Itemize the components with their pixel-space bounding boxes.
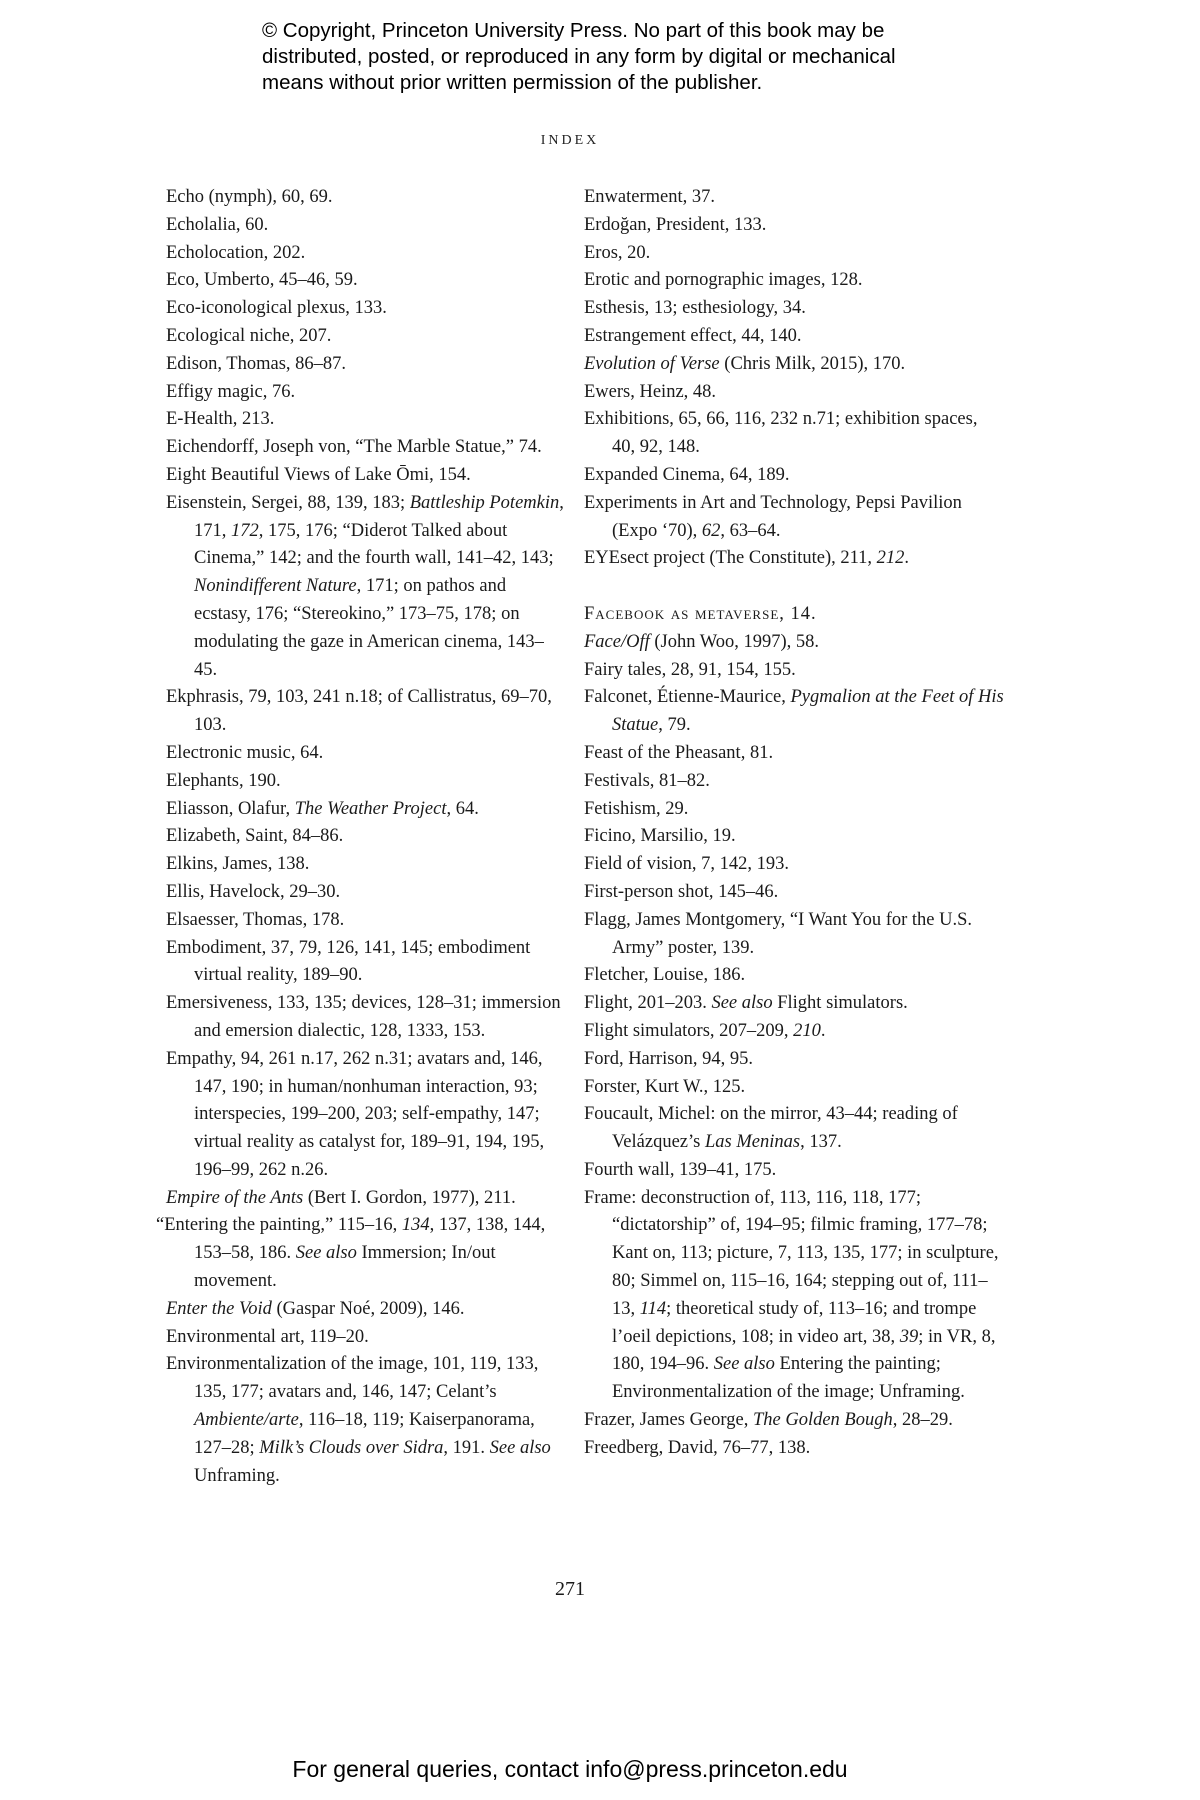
index-entry-text: Environmental art, 119–20. bbox=[166, 1326, 369, 1347]
index-entry-text: Flagg, James Montgomery, “I Want You for the U.S. Army” poster, 139. bbox=[584, 909, 973, 958]
index-entry-text: Eichendorff, Joseph von, “The Marble Statue,” 74. bbox=[166, 437, 542, 458]
index-entry bbox=[584, 768, 1004, 796]
index-entry bbox=[156, 1212, 566, 1295]
index-entry bbox=[166, 351, 566, 379]
index-entry-text: Echo (nymph), 60, 69. bbox=[166, 187, 333, 207]
index-entry-text: Erotic and pornographic images, 128. bbox=[584, 270, 863, 291]
index-entry-italic-text: Face/Off bbox=[584, 631, 650, 652]
index-entry bbox=[166, 990, 566, 1046]
index-entry bbox=[166, 240, 566, 268]
index-entry-text: Frazer, James George, bbox=[584, 1410, 753, 1431]
index-entry bbox=[166, 406, 566, 434]
index-entry bbox=[584, 379, 1004, 407]
index-entry bbox=[584, 657, 1004, 685]
index-entry-text: EYEsect project (The Constitute), 211, bbox=[584, 548, 877, 569]
index-entry-text: Frame: deconstruction of, 113, 116, 118, 177; “dictatorship” of, 194–95; filmic framing, 177–78; Kant on, 113; picture, 7, 113, 135, 177; in sculpture, 80; Simmel on, 115–16, 164; stepping out of, 111–13, bbox=[584, 1187, 999, 1319]
index-column-right bbox=[584, 184, 1004, 1463]
index-entry-text: Effigy magic, 76. bbox=[166, 381, 296, 402]
index-entry-text: Entering the painting; Environmentalization of the image; Unframing. bbox=[612, 1354, 965, 1403]
index-entry bbox=[584, 1407, 1004, 1435]
index-entry bbox=[584, 295, 1004, 323]
index-entry bbox=[166, 434, 566, 462]
index-entry-text: Edison, Thomas, 86–87. bbox=[166, 353, 347, 374]
index-entry-italic-text: Las Meninas bbox=[704, 1132, 801, 1153]
index-entry bbox=[584, 823, 1004, 851]
index-entry bbox=[584, 1101, 1004, 1157]
index-entry bbox=[166, 935, 566, 991]
index-entry-text: Fetishism, 29. bbox=[584, 798, 689, 819]
index-entry-text: Environmentalization of the image, 101, 119, 133, 135, 177; avatars and, 146, 147; Celant’s bbox=[166, 1354, 539, 1403]
index-entry bbox=[166, 1324, 566, 1352]
copyright-line: © Copyright, Princeton University Press. No part of this book may be bbox=[262, 19, 885, 42]
index-entry-text: (Bert I. Gordon, 1977), 211. bbox=[303, 1187, 516, 1208]
index-entry-text: , 28–29. bbox=[892, 1410, 953, 1431]
copyright-line: means without prior written permission of the publisher. bbox=[262, 71, 763, 94]
index-entry-text: Festivals, 81–82. bbox=[584, 770, 710, 791]
index-entry-text: (Chris Milk, 2015), 170. bbox=[719, 353, 906, 374]
index-entry-text: , 191. bbox=[443, 1437, 490, 1458]
index-entry bbox=[584, 240, 1004, 268]
index-entry-italic-text: 134 bbox=[401, 1215, 430, 1236]
index-entry-text: Expanded Cinema, 64, 189. bbox=[584, 464, 790, 485]
index-entry-text: Forster, Kurt W., 125. bbox=[584, 1076, 746, 1097]
index-entry-text: Eco, Umberto, 45–46, 59. bbox=[166, 270, 358, 291]
index-entry-italic-text: 172 bbox=[231, 520, 259, 541]
index-entry-text: Emersiveness, 133, 135; devices, 128–31; immersion and emersion dialectic, 128, 1333, 153. bbox=[166, 993, 561, 1041]
index-entry bbox=[584, 990, 1004, 1018]
index-entry bbox=[584, 212, 1004, 240]
index-entry-text: Eisenstein, Sergei, 88, 139, 183; bbox=[166, 492, 410, 513]
index-entry bbox=[584, 1185, 1004, 1407]
index-entry bbox=[166, 1046, 566, 1185]
index-entry-text: Esthesis, 13; esthesiology, 34. bbox=[584, 298, 806, 319]
index-entry bbox=[584, 490, 1004, 546]
index-entry bbox=[584, 1046, 1004, 1074]
footer-contact: For general queries, contact info@press.princeton.edu bbox=[292, 1756, 848, 1782]
index-entry-text: Ford, Harrison, 94, 95. bbox=[584, 1048, 754, 1069]
index-entry bbox=[584, 962, 1004, 990]
index-entry-italic-text: The Golden Bough bbox=[752, 1410, 893, 1431]
index-entry bbox=[166, 796, 566, 824]
index-entry-italic-text: See also bbox=[489, 1437, 551, 1458]
index-entry-text: Foucault, Michel: on the mirror, 43–44; reading of Velázquez’s bbox=[584, 1104, 958, 1153]
index-entry-text: , 171, bbox=[194, 492, 564, 541]
index-entry-text: ; theoretical study of, 113–16; and trompe l’oeil depictions, 108; in video art, 38, bbox=[612, 1298, 977, 1347]
index-entry bbox=[584, 1157, 1004, 1185]
index-entry bbox=[584, 1074, 1004, 1102]
index-entry-italic-text: Battleship Potemkin bbox=[409, 492, 560, 513]
index-entry bbox=[166, 323, 566, 351]
index-entry-text: Enwaterment, 37. bbox=[584, 187, 715, 207]
index-entry-text: Freedberg, David, 76–77, 138. bbox=[584, 1437, 811, 1458]
index-entry-text: Electronic music, 64. bbox=[166, 742, 324, 763]
index-entry-text: Ekphrasis, 79, 103, 241 n.18; of Callistratus, 69–70, 103. bbox=[166, 687, 552, 736]
running-head: INDEX bbox=[540, 133, 600, 148]
index-entry-text: Ewers, Heinz, 48. bbox=[584, 381, 717, 402]
index-entry-text: Ecological niche, 207. bbox=[166, 325, 332, 346]
index-entry-text: Elephants, 190. bbox=[166, 770, 281, 791]
page-number: 271 bbox=[555, 1578, 585, 1600]
index-entry-text: , 79. bbox=[658, 715, 691, 736]
index-entry bbox=[166, 379, 566, 407]
index-entry bbox=[166, 490, 566, 685]
index-entry-text: , 171; on pathos and ecstasy, 176; “Stereokino,” 173–75, 178; on modulating the gaze in American cinema, 143–45. bbox=[194, 576, 544, 680]
index-entry-text: , 116–18, 119; Kaiserpanorama, 127–28; bbox=[194, 1410, 535, 1458]
index-entry-italic-text: Evolution of Verse bbox=[584, 353, 720, 374]
index-entry bbox=[166, 295, 566, 323]
index-entry-text: Elsaesser, Thomas, 178. bbox=[166, 909, 345, 930]
index-entry-text: Feast of the Pheasant, 81. bbox=[584, 742, 774, 763]
index-entry-italic-text: 210 bbox=[793, 1020, 821, 1041]
index-entry bbox=[166, 823, 566, 851]
index-entry-text: Embodiment, 37, 79, 126, 141, 145; embodiment virtual reality, 189–90. bbox=[166, 937, 531, 986]
index-entry bbox=[166, 267, 566, 295]
index-entry-text: (John Woo, 1997), 58. bbox=[649, 631, 820, 652]
index-entry-italic-text: Ambiente/arte bbox=[194, 1410, 299, 1431]
index-entry bbox=[584, 1435, 1004, 1463]
index-entry-text: . bbox=[904, 548, 910, 569]
index-entry-italic-text: Nonindifferent Nature bbox=[194, 576, 357, 597]
index-entry-italic-text: See also bbox=[295, 1243, 357, 1264]
copyright-notice bbox=[262, 18, 962, 96]
index-entry-italic-text: Milk’s Clouds over Sidra bbox=[259, 1437, 444, 1458]
index-entry-text: Unframing. bbox=[194, 1465, 280, 1486]
index-entry bbox=[584, 796, 1004, 824]
index-entry-italic-text: Pygmalion at the Feet of His Statue bbox=[612, 687, 1004, 736]
index-entry-text: Eight Beautiful Views of Lake Ōmi, 154. bbox=[166, 464, 471, 485]
index-entry-text: Elizabeth, Saint, 84–86. bbox=[166, 826, 344, 847]
index-entry bbox=[166, 184, 566, 212]
index-entry-text: First-person shot, 145–46. bbox=[584, 881, 779, 902]
index-entry bbox=[584, 462, 1004, 490]
index-entry-text: , 175, 176; “Diderot Talked about Cinema,” 142; and the fourth wall, 141–42, 143; bbox=[194, 520, 554, 569]
index-entry bbox=[584, 1018, 1004, 1046]
index-entry bbox=[584, 879, 1004, 907]
index-entry bbox=[166, 907, 566, 935]
index-entry bbox=[166, 879, 566, 907]
index-entry-italic-text: Empire of the Ants bbox=[166, 1187, 304, 1208]
index-entry bbox=[584, 601, 1004, 629]
index-entry bbox=[584, 184, 1004, 212]
index-entry-text: (Gaspar Noé, 2009), 146. bbox=[271, 1298, 465, 1319]
index-entry-text: Flight simulators. bbox=[772, 993, 908, 1014]
index-entry-italic-text: 39 bbox=[899, 1326, 919, 1347]
index-entry bbox=[584, 629, 1004, 657]
index-entry-text: Exhibitions, 65, 66, 116, 232 n.71; exhibition spaces, 40, 92, 148. bbox=[584, 409, 978, 458]
index-entry bbox=[584, 406, 1004, 462]
index-entry-text: Eros, 20. bbox=[584, 242, 651, 263]
index-entry-italic-text: 62 bbox=[701, 520, 721, 541]
index-entry-text: Fletcher, Louise, 186. bbox=[584, 965, 746, 986]
index-entry-text: Experiments in Art and Technology, Pepsi Pavilion (Expo ‘70), bbox=[584, 492, 962, 541]
index-entry-text: Eliasson, Olafur, bbox=[166, 798, 295, 819]
index-entry-text: Erdoğan, President, 133. bbox=[584, 214, 767, 235]
index-entry-text: Echolalia, 60. bbox=[166, 214, 269, 235]
index-entry bbox=[584, 740, 1004, 768]
index-entry bbox=[166, 212, 566, 240]
index-entry-text: Elkins, James, 138. bbox=[166, 854, 310, 875]
index-entry-text: Fairy tales, 28, 91, 154, 155. bbox=[584, 659, 796, 680]
index-entry bbox=[584, 545, 1004, 573]
index-entry bbox=[166, 684, 566, 740]
index-entry-text: Flight simulators, 207–209, bbox=[584, 1020, 794, 1041]
index-entry-text: Empathy, 94, 261 n.17, 262 n.31; avatars and, 146, 147, 190; in human/nonhuman interaction, 93; interspecies, 199–200, 203; self-empathy, 147; virtual reality as catalyst for, 189–91, 194, 195, 196–99, 262 n.26. bbox=[166, 1048, 545, 1180]
index-entry-text: E-Health, 213. bbox=[166, 409, 275, 430]
index-entry bbox=[584, 907, 1004, 963]
index-entry-text: Field of vision, 7, 142, 193. bbox=[584, 854, 790, 875]
index-entry bbox=[584, 267, 1004, 295]
index-entry-text: , 137. bbox=[800, 1132, 842, 1153]
index-entry bbox=[166, 1185, 566, 1213]
copyright-line: distributed, posted, or reproduced in any form by digital or mechanical bbox=[262, 45, 896, 68]
index-entry bbox=[166, 768, 566, 796]
index-entry bbox=[166, 851, 566, 879]
index-entry-text: Flight, 201–203. bbox=[584, 993, 712, 1014]
index-entry-text: , 64. bbox=[446, 798, 479, 819]
index-entry-text: Facebook as metaverse, 14. bbox=[584, 603, 817, 624]
index-entry-text: . bbox=[820, 1020, 826, 1041]
index-entry bbox=[166, 1351, 566, 1490]
index-column-left bbox=[156, 184, 566, 1490]
index-entry bbox=[584, 851, 1004, 879]
index-entry bbox=[584, 323, 1004, 351]
index-entry-text: Estrangement effect, 44, 140. bbox=[584, 325, 802, 346]
index-entry-text: ; in VR, 8, 180, 194–96. bbox=[612, 1326, 996, 1375]
index-entry-text: Falconet, Étienne-Maurice, bbox=[584, 687, 791, 708]
index-entry-text: Ellis, Havelock, 29–30. bbox=[166, 881, 341, 902]
index-entry bbox=[166, 740, 566, 768]
index-entry-text: “Entering the painting,” 115–16, bbox=[156, 1215, 402, 1236]
index-entry bbox=[584, 351, 1004, 379]
letter-group-spacer bbox=[584, 573, 1004, 601]
index-entry-text: Immersion; In/out movement. bbox=[194, 1243, 496, 1292]
index-entry-text: , 63–64. bbox=[720, 520, 781, 541]
index-entry-text: Fourth wall, 139–41, 175. bbox=[584, 1159, 777, 1180]
index-entry-italic-text: 114 bbox=[639, 1298, 667, 1319]
index-entry-text: , 137, 138, 144, 153–58, 186. bbox=[194, 1215, 546, 1264]
index-entry-italic-text: Enter the Void bbox=[166, 1298, 272, 1319]
index-entry-italic-text: 212 bbox=[876, 548, 905, 569]
index-entry-italic-text: See also bbox=[711, 993, 773, 1014]
index-entry bbox=[166, 1296, 566, 1324]
index-entry-text: Echolocation, 202. bbox=[166, 242, 306, 263]
index-entry-italic-text: See also bbox=[713, 1354, 775, 1375]
index-entry bbox=[166, 462, 566, 490]
index-entry-text: Eco-iconological plexus, 133. bbox=[166, 298, 387, 319]
index-entry-text: Ficino, Marsilio, 19. bbox=[584, 826, 736, 847]
index-entry bbox=[584, 684, 1004, 740]
index-entry-italic-text: The Weather Project bbox=[294, 798, 447, 819]
